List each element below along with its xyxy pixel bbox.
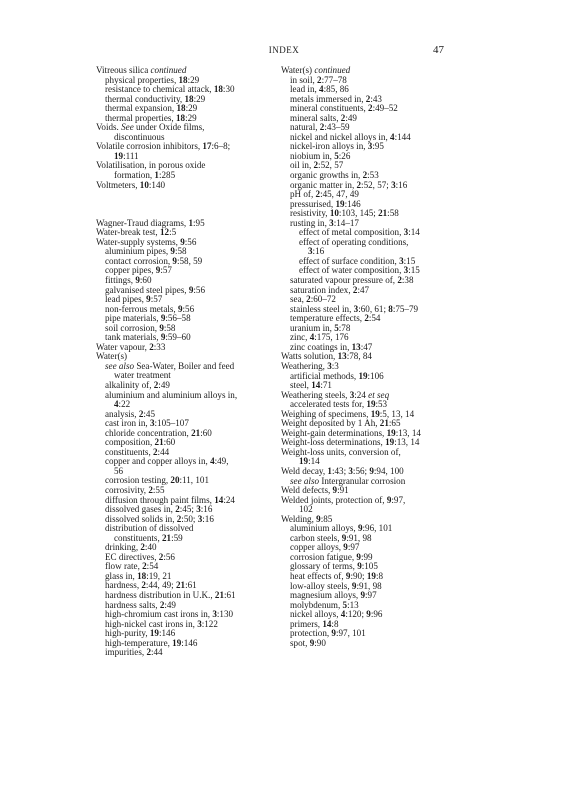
index-subentry: effect of water composition, 3:15: [299, 265, 420, 276]
index-subentry: rusting in, 3:14–17: [290, 217, 359, 228]
index-subentry: constituents, 2:44: [105, 446, 170, 457]
index-subentry: corrosivity, 2:55: [105, 485, 165, 496]
index-subentry: mineral constituents, 2:49–52: [290, 103, 398, 114]
index-heading: Watts solution, 13:78, 84: [281, 351, 372, 362]
index-subentry: temperature effects, 2:54: [290, 313, 381, 324]
index-subentry: zinc coatings in, 13:47: [290, 341, 373, 352]
index-subentry: copper and copper alloys in, 4:49,: [105, 456, 229, 467]
index-heading: Weld decay, 1:43; 3:56; 9:94, 100: [281, 465, 404, 476]
index-subentry: 19:111: [114, 150, 139, 161]
running-head: [0, 45, 568, 59]
index-subentry: heat effects of, 9:90; 19:8: [290, 570, 384, 581]
index-subentry: glossary of terms, 9:105: [290, 561, 378, 572]
index-subentry: cast iron in, 3:105–107: [105, 418, 189, 429]
index-subentry: primers, 14:8: [290, 618, 339, 629]
index-subentry: copper alloys, 9:97: [290, 542, 360, 553]
index-subentry: in soil, 2:77–78: [290, 74, 347, 85]
index-heading: Welded joints, protection of, 9:97,: [281, 494, 406, 505]
index-heading: Wagner-Traud diagrams, 1:95: [96, 217, 205, 228]
index-heading: Welding, 9:85: [281, 513, 333, 524]
index-subentry: protection, 9:97, 101: [290, 628, 366, 639]
index-subentry: oil in, 2:52, 57: [290, 160, 344, 171]
index-subentry: diffusion through paint films, 14:24: [105, 494, 235, 505]
index-heading: Weight-loss units, conversion of,: [281, 446, 401, 457]
section-gap: [96, 190, 296, 219]
index-subentry: glass in, 18:19, 21: [105, 570, 172, 581]
index-subentry: see also Intergranular corrosion: [290, 475, 406, 486]
index-subentry: aluminium and aluminium alloys in,: [105, 389, 238, 400]
index-subentry: tank materials, 9:59–60: [105, 332, 191, 343]
index-subentry: organic growths in, 2:53: [290, 170, 379, 181]
index-subentry: distribution of dissolved: [105, 523, 194, 534]
index-subentry: resistivity, 10:103, 145; 21:58: [290, 208, 399, 219]
index-subentry: high-nickel cast irons in, 3:122: [105, 618, 218, 629]
index-subentry: niobium in, 5:26: [290, 150, 351, 161]
index-subentry: saturation index, 2:47: [290, 284, 370, 295]
index-subentry: 19:14: [299, 456, 320, 467]
index-subentry: saturated vapour pressure of, 2:38: [290, 275, 414, 286]
index-subentry: spot, 9:90: [290, 637, 326, 648]
index-subentry: nickel alloys, 4:120; 9:96: [290, 609, 383, 620]
index-heading: Voltmeters, 10:140: [96, 179, 166, 190]
index-subentry: formation, 1:285: [114, 170, 176, 181]
index-heading: Weighing of specimens, 19:5, 13, 14: [281, 408, 415, 419]
index-subentry: 4:22: [114, 399, 131, 410]
index-subentry: aluminium alloys, 9:96, 101: [290, 523, 393, 534]
index-subentry: accelerated tests for, 19:53: [290, 399, 388, 410]
index-subentry: artificial methods, 19:106: [290, 370, 384, 381]
index-subentry: corrosion testing, 20:11, 101: [105, 475, 209, 486]
index-subentry: natural, 2:43–59: [290, 122, 350, 133]
index-subentry: chloride concentration, 21:60: [105, 427, 212, 438]
index-subentry: thermal properties, 18:29: [105, 112, 197, 123]
index-subentry: effect of metal composition, 3:14: [299, 227, 420, 238]
index-heading: Volatilisation, in porous oxide: [96, 160, 206, 171]
index-subentry: thermal conductivity, 18:29: [105, 93, 206, 104]
index-subentry: nickel-iron alloys in, 3:95: [290, 141, 384, 152]
index-subentry: hardness salts, 2:49: [105, 599, 176, 610]
index-subentry: resistance to chemical attack, 18:30: [105, 84, 235, 95]
page-number: 47: [433, 44, 444, 56]
index-subentry: high-purity, 19:146: [105, 628, 176, 639]
index-subentry: contact corrosion, 9:58, 59: [105, 255, 203, 266]
index-heading: Volatile corrosion inhibitors, 17:6–8;: [96, 141, 231, 152]
index-subentry: magnesium alloys, 9:97: [290, 590, 377, 601]
index-subentry: mineral salts, 2:49: [290, 112, 357, 123]
index-subentry: dissolved solids in, 2:50; 3:16: [105, 513, 214, 524]
index-subentry: effect of operating conditions,: [299, 236, 409, 247]
index-subentry: analysis, 2:45: [105, 408, 156, 419]
index-subentry: soil corrosion, 9:58: [105, 322, 176, 333]
index-heading: Weathering steels, 3:24 et seq: [281, 389, 390, 400]
index-heading: Water(s) continued: [281, 65, 351, 75]
index-subentry: hardness distribution in U.K., 21:61: [105, 590, 236, 601]
index-heading: Voids. See under Oxide films,: [96, 122, 205, 133]
index-subentry: uranium in, 5:78: [290, 322, 351, 333]
index-subentry: low-alloy steels, 9:91, 98: [290, 580, 382, 591]
index-subentry: non-ferrous metals, 9:56: [105, 303, 195, 314]
index-subentry: pressurised, 19:146: [290, 198, 361, 209]
index-column-right: [281, 66, 481, 648]
index-subentry: lead in, 4:85, 86: [290, 84, 349, 95]
index-column-left: [96, 66, 296, 658]
index-subentry: high-temperature, 19:146: [105, 637, 198, 648]
index-subentry: pH of, 2:45, 47, 49: [290, 189, 359, 200]
index-subentry: aluminium pipes, 9:58: [105, 246, 187, 257]
index-subentry: galvanised steel pipes, 9:56: [105, 284, 206, 295]
index-subentry: 102: [299, 504, 313, 515]
index-subentry: metals immersed in, 2:43: [290, 93, 382, 104]
index-heading: Water-supply systems, 9:56: [96, 236, 197, 247]
index-subentry: thermal expansion, 18:29: [105, 103, 198, 114]
index-subentry: steel, 14:71: [290, 380, 332, 391]
index-heading: Water vapour, 2:33: [96, 341, 166, 352]
index-subentry: high-chromium cast irons in, 3:130: [105, 609, 234, 620]
index-subentry: copper pipes, 9:57: [105, 265, 172, 276]
index-heading: Weight deposited by 1 Ah, 21:65: [281, 418, 401, 429]
index-subentry: drinking, 2:40: [105, 542, 157, 553]
index-heading: Weathering, 3:3: [281, 360, 339, 371]
index-subentry: composition, 21:60: [105, 437, 176, 448]
index-subentry: 3:16: [308, 246, 325, 257]
index-subentry: see also Sea-Water, Boiler and feed: [105, 360, 235, 371]
index-subentry: physical properties, 18:29: [105, 74, 200, 85]
index-subentry: impurities, 2:44: [105, 647, 163, 658]
index-subentry: molybdenum, 5:13: [290, 599, 359, 610]
index-subentry: constituents, 21:59: [114, 532, 183, 543]
index-subentry: stainless steel in, 3:60, 61; 8:75–79: [290, 303, 419, 314]
running-head-title: INDEX: [268, 45, 300, 55]
index-heading: Weight-gain determinations, 19:13, 14: [281, 427, 421, 438]
index-subentry: fittings, 9:60: [105, 274, 152, 285]
index-subentry: corrosion fatigue, 9:99: [290, 551, 373, 562]
index-subentry: discontinuous: [114, 131, 165, 142]
index-subentry: nickel and nickel alloys in, 4:144: [290, 131, 411, 142]
index-subentry: alkalinity of, 2:49: [105, 380, 170, 390]
index-heading: Water-break test, 12:5: [96, 227, 177, 238]
index-subentry: EC directives, 2:56: [105, 551, 175, 562]
index-subentry: carbon steels, 9:91, 98: [290, 532, 372, 543]
index-subentry: 56: [114, 465, 124, 476]
index-subentry: water treatment: [114, 370, 171, 381]
index-subentry: hardness, 2:44, 49; 21:61: [105, 580, 197, 591]
index-subentry: effect of surface condition, 3:15: [299, 255, 416, 266]
index-subentry: zinc, 4:175, 176: [290, 332, 349, 343]
index-subentry: pipe materials, 9:56–58: [105, 313, 191, 324]
index-subentry: flow rate, 2:54: [105, 561, 159, 572]
index-subentry: lead pipes, 9:57: [105, 294, 163, 305]
index-subentry: dissolved gases in, 2:45; 3:16: [105, 504, 213, 515]
index-heading: Weld defects, 9:91: [281, 485, 349, 496]
index-heading: Weight-loss determinations, 19:13, 14: [281, 437, 420, 448]
index-subentry: organic matter in, 2:52, 57; 3:16: [290, 179, 408, 190]
index-heading: Vitreous silica continued: [96, 65, 187, 75]
index-heading: Water(s): [96, 351, 128, 362]
index-subentry: sea, 2:60–72: [290, 294, 336, 305]
